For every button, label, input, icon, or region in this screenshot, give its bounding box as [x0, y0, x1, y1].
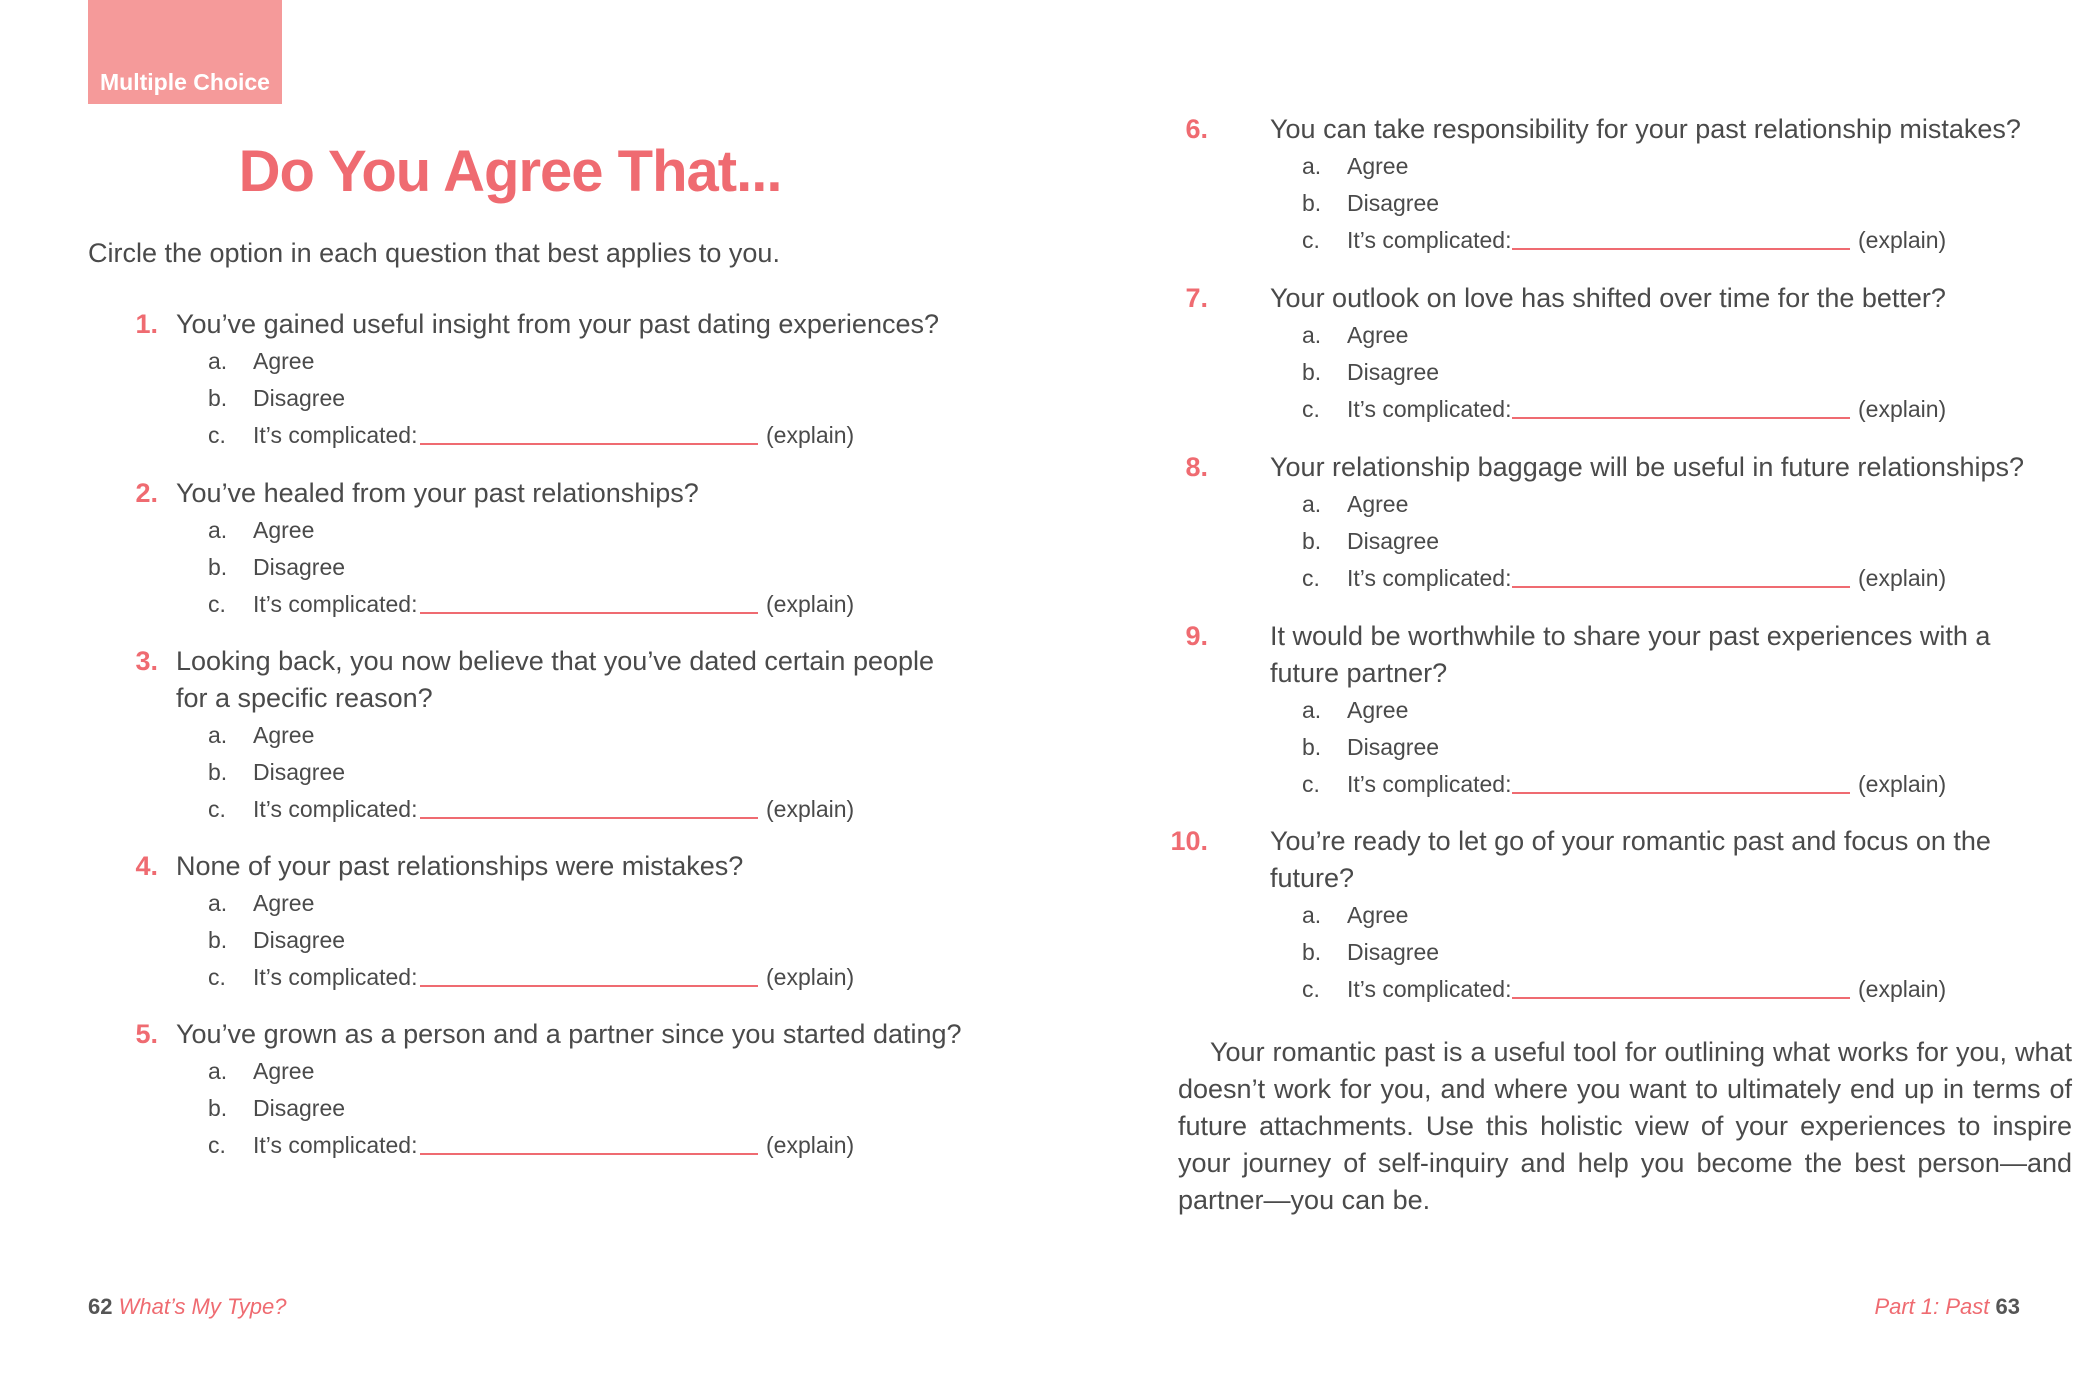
- option-label: Agree: [1347, 491, 1409, 517]
- option-label: It’s complicated:: [253, 964, 418, 990]
- option-letter: b.: [1302, 528, 1322, 554]
- option-label: It’s complicated:: [253, 591, 418, 617]
- option-complicated[interactable]: [1302, 766, 1968, 803]
- explain-label: (explain): [766, 591, 855, 617]
- option-complicated[interactable]: [208, 417, 876, 454]
- option-label: Disagree: [253, 554, 346, 580]
- option-label: Disagree: [1347, 939, 1440, 965]
- option-letter: b.: [208, 554, 228, 580]
- question-text: Your relationship baggage will be useful in future relationships?: [1270, 452, 2024, 482]
- option-letter: b.: [1302, 939, 1322, 965]
- question-text: for a specific reason?: [176, 683, 433, 713]
- option-label: Agree: [253, 517, 315, 543]
- right-page-number: 63: [1995, 1294, 2020, 1319]
- section-tab: [88, 0, 282, 104]
- right-footer: [1874, 1292, 2020, 1322]
- answer-blank-line[interactable]: [1512, 997, 1850, 999]
- question-number: 7.: [1185, 283, 1208, 313]
- option-letter: b.: [1302, 190, 1322, 216]
- option-letter: c.: [1302, 771, 1320, 797]
- option-agree[interactable]: [1302, 897, 1968, 934]
- right-page: [1050, 0, 2100, 1400]
- question-text: You’ve grown as a person and a partner since you started dating?: [176, 1019, 962, 1049]
- option-label: It’s complicated:: [253, 422, 418, 448]
- option-label: It’s complicated:: [1347, 976, 1512, 1002]
- option-letter: b.: [208, 385, 228, 411]
- question-text: Looking back, you now believe that you’ve dated certain people: [176, 646, 935, 676]
- option-disagree[interactable]: [1302, 934, 1968, 971]
- instructions: Circle the option in each question that best applies to you.: [88, 238, 780, 268]
- option-agree[interactable]: [208, 1053, 876, 1090]
- explain-label: (explain): [1858, 976, 1947, 1002]
- option-letter: b.: [208, 759, 228, 785]
- option-letter: a.: [1302, 697, 1322, 723]
- option-agree[interactable]: [1302, 317, 1968, 354]
- option-label: Disagree: [253, 1095, 346, 1121]
- explain-label: (explain): [1858, 396, 1947, 422]
- question-number: 9.: [1185, 621, 1208, 651]
- option-label: Agree: [1347, 697, 1409, 723]
- option-letter: c.: [208, 964, 226, 990]
- explain-label: (explain): [1858, 771, 1947, 797]
- option-letter: c.: [208, 591, 226, 617]
- option-letter: c.: [208, 422, 226, 448]
- option-disagree[interactable]: [208, 380, 876, 417]
- option-agree[interactable]: [1302, 486, 1968, 523]
- question-number: 1.: [135, 309, 158, 339]
- answer-blank-line[interactable]: [420, 817, 758, 819]
- option-label: Disagree: [1347, 734, 1440, 760]
- option-disagree[interactable]: [208, 922, 876, 959]
- question-number: 3.: [135, 646, 158, 676]
- option-letter: b.: [208, 1095, 228, 1121]
- option-complicated[interactable]: [1302, 222, 1968, 259]
- option-disagree[interactable]: [1302, 729, 1968, 766]
- option-label: Disagree: [1347, 528, 1440, 554]
- option-letter: a.: [1302, 902, 1322, 928]
- option-label: Disagree: [253, 385, 346, 411]
- question-text: future partner?: [1270, 658, 1448, 688]
- option-complicated[interactable]: [208, 1127, 876, 1164]
- option-label: It’s complicated:: [1347, 227, 1512, 253]
- explain-label: (explain): [766, 796, 855, 822]
- answer-blank-line[interactable]: [1512, 417, 1850, 419]
- answer-blank-line[interactable]: [1512, 586, 1850, 588]
- option-label: Agree: [1347, 322, 1409, 348]
- option-label: Disagree: [253, 927, 346, 953]
- option-complicated[interactable]: [208, 791, 876, 828]
- option-disagree[interactable]: [1302, 523, 1968, 560]
- question-text: You can take responsibility for your past relationship mistakes?: [1270, 114, 2021, 144]
- option-agree[interactable]: [1302, 692, 1968, 729]
- option-letter: a.: [208, 517, 228, 543]
- option-label: It’s complicated:: [253, 796, 418, 822]
- explain-label: (explain): [766, 964, 855, 990]
- question-text: Your outlook on love has shifted over time for the better?: [1270, 283, 1946, 313]
- option-letter: c.: [1302, 396, 1320, 422]
- option-letter: b.: [208, 927, 228, 953]
- question-text: You’re ready to let go of your romantic past and focus on the: [1270, 826, 1991, 856]
- question-number: 4.: [135, 851, 158, 881]
- option-letter: a.: [208, 722, 228, 748]
- option-letter: c.: [208, 796, 226, 822]
- option-letter: a.: [208, 1058, 228, 1084]
- option-label: It’s complicated:: [253, 1132, 418, 1158]
- option-letter: a.: [1302, 491, 1322, 517]
- option-disagree[interactable]: [208, 754, 876, 791]
- option-disagree[interactable]: [1302, 354, 1968, 391]
- option-letter: b.: [1302, 734, 1322, 760]
- option-label: Agree: [1347, 153, 1409, 179]
- answer-blank-line[interactable]: [1512, 248, 1850, 250]
- question-number: 10.: [1170, 826, 1208, 856]
- explain-label: (explain): [766, 422, 855, 448]
- option-label: Disagree: [1347, 359, 1440, 385]
- option-complicated[interactable]: [1302, 560, 1968, 597]
- option-letter: a.: [1302, 322, 1322, 348]
- option-label: It’s complicated:: [1347, 771, 1512, 797]
- option-label: Agree: [253, 1058, 315, 1084]
- option-label: Agree: [253, 890, 315, 916]
- option-complicated[interactable]: [1302, 391, 1968, 428]
- option-letter: c.: [208, 1132, 226, 1158]
- answer-blank-line[interactable]: [420, 1153, 758, 1155]
- explain-label: (explain): [766, 1132, 855, 1158]
- option-agree[interactable]: [1302, 148, 1968, 185]
- answer-blank-line[interactable]: [1512, 792, 1850, 794]
- page-title: Do You Agree That...: [238, 139, 782, 204]
- part-title: Part 1: Past: [1874, 1294, 1990, 1319]
- left-page-number: 62: [88, 1294, 113, 1319]
- closing-paragraph: Your romantic past is a useful tool for outlining what works for you, what doesn’t work for you, and where you want to ultimately end up in terms of future attachments. Use this holistic view of your experiences to inspire your journey of self-inquiry and help you become the best person—and partner—you can be.: [1178, 1037, 2072, 1215]
- question-text: You’ve gained useful insight from your past dating experiences?: [176, 309, 939, 339]
- option-complicated[interactable]: [1302, 971, 1968, 1008]
- option-label: It’s complicated:: [1347, 396, 1512, 422]
- option-letter: b.: [1302, 359, 1322, 385]
- answer-blank-line[interactable]: [420, 443, 758, 445]
- option-letter: c.: [1302, 565, 1320, 591]
- question-number: 2.: [135, 478, 158, 508]
- option-agree[interactable]: [208, 512, 876, 549]
- section-tab-label: Multiple Choice: [100, 69, 270, 95]
- option-label: Disagree: [253, 759, 346, 785]
- option-label: It’s complicated:: [1347, 565, 1512, 591]
- option-agree[interactable]: [208, 885, 876, 922]
- option-label: Agree: [253, 722, 315, 748]
- answer-blank-line[interactable]: [420, 985, 758, 987]
- book-title: What’s My Type?: [118, 1294, 287, 1319]
- option-disagree[interactable]: [1302, 185, 1968, 222]
- option-complicated[interactable]: [208, 586, 876, 623]
- option-letter: a.: [208, 890, 228, 916]
- question-text: None of your past relationships were mistakes?: [176, 851, 744, 881]
- explain-label: (explain): [1858, 227, 1947, 253]
- option-complicated[interactable]: [208, 959, 876, 996]
- question-number: 8.: [1185, 452, 1208, 482]
- option-label: Agree: [1347, 902, 1409, 928]
- option-disagree[interactable]: [208, 549, 876, 586]
- question-text: future?: [1270, 863, 1355, 893]
- option-agree[interactable]: [208, 343, 876, 380]
- option-letter: c.: [1302, 227, 1320, 253]
- option-label: Disagree: [1347, 190, 1440, 216]
- answer-blank-line[interactable]: [420, 612, 758, 614]
- question-number: 5.: [135, 1019, 158, 1049]
- option-letter: a.: [208, 348, 228, 374]
- question-text: You’ve healed from your past relationships?: [176, 478, 699, 508]
- question-text: It would be worthwhile to share your past experiences with a: [1270, 621, 1991, 651]
- option-disagree[interactable]: [208, 1090, 876, 1127]
- option-letter: a.: [1302, 153, 1322, 179]
- explain-label: (explain): [1858, 565, 1947, 591]
- left-footer: [88, 1292, 287, 1322]
- option-agree[interactable]: [208, 717, 876, 754]
- option-letter: c.: [1302, 976, 1320, 1002]
- question-number: 6.: [1185, 114, 1208, 144]
- option-label: Agree: [253, 348, 315, 374]
